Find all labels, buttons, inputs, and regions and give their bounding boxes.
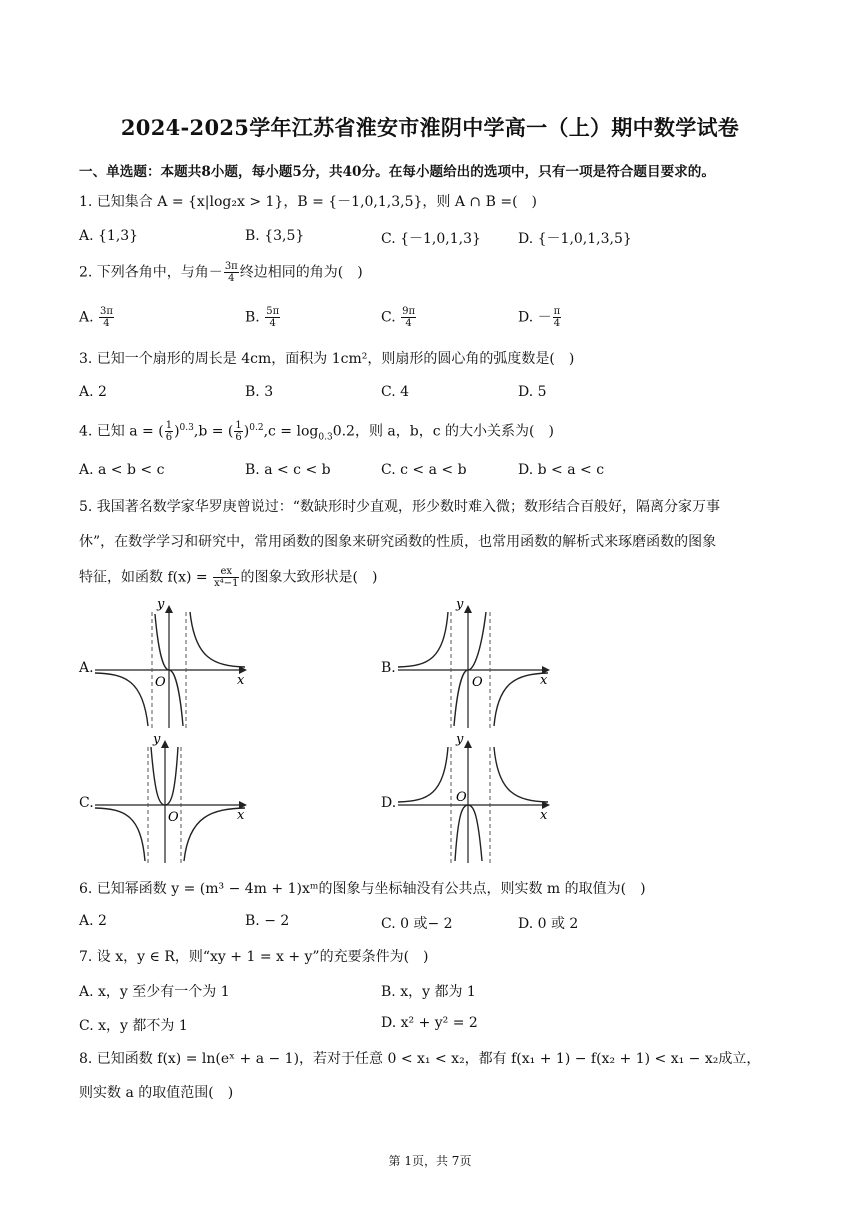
question-5-line-3 (79, 566, 377, 589)
q2-option-c-den: 4 (405, 318, 412, 329)
q5-graph-d-origin: O (456, 790, 467, 805)
question-8-line-1: 8. 已知函数 f(x) = ln(eˣ + a − 1)，若对于任意 0 < x₁ < x₂，都有 f(x₁ + 1) − f(x₂ + 1) < x₁ − x₂成立， (79, 1051, 761, 1067)
q4-option-b: B. a < c < b (245, 462, 331, 478)
q2-option-b-frac (265, 306, 280, 329)
q4-part-d: 0.2，则 a，b，c 的大小关系为( ) (332, 423, 554, 440)
q4-option-c: C. c < a < b (381, 462, 467, 478)
q4-part-b: ,b = ( (193, 423, 234, 440)
q4-part-a: 4. 已知 a = ( (79, 423, 164, 440)
question-5-line-2: 休”，在数学学习和研究中，常用函数的图象来研究函数的性质，也常用函数的解析式来琢磨函数的图象 (79, 534, 717, 550)
q5-line-3-pre: 特征，如函数 f(x) = (79, 569, 213, 586)
q4-option-a: A. a < b < c (79, 462, 165, 478)
q2-option-a-frac (99, 306, 114, 329)
q2-option-a-num: 3π (100, 306, 113, 317)
q5-graph-a (95, 600, 255, 730)
q5-graph-d-y-label: y (456, 735, 464, 747)
section-heading: 一、单选题：本题共8小题，每小题5分，共40分。在每小题给出的选项中，只有一项是符合题目要求的。 (79, 164, 715, 180)
q3-option-c: C. 4 (381, 384, 410, 400)
q2-frac-num: 3π (224, 261, 238, 272)
q1-option-b: B. {3,5} (245, 228, 305, 244)
q5-graph-a-x-label: x (237, 673, 245, 688)
question-4-stem: 4. 已知 a = ( $\frac{1}{6}$ )$^{0.3}$,b = ( $\frac{1}{6}$ )$^{0.2},c = \log_{0.3}0.2$，则 a，b，c 的大小关系为( ) (79, 420, 554, 443)
question-8-line-2: 则实数 a 的取值范围( ) (79, 1085, 234, 1101)
q3-option-b: B. 3 (245, 384, 274, 400)
q2-frac-den: 4 (228, 273, 235, 284)
q4-frac-b-num: 1 (235, 420, 242, 431)
q5-graph-b-x-label: x (540, 673, 548, 688)
q2-option-a-den: 4 (103, 318, 110, 329)
q6-option-b: B. − 2 (245, 913, 290, 929)
q2-option-c (381, 306, 417, 329)
q5-graph-c-x-label: x (237, 808, 245, 823)
q2-option-a-label: A. (79, 309, 99, 326)
q4-power-a: 0.3 (179, 422, 194, 433)
q2-option-b-label: B. (245, 309, 265, 326)
q6-option-c: C. 0 或− 2 (381, 916, 453, 932)
q5-graph-label-b: B. (381, 660, 396, 676)
question-1-stem: 1. 已知集合 A = {x|log₂x > 1}，B = {－1,0,1,3,5}，则 A ∩ B =( ) (79, 194, 537, 210)
q5-graph-label-d: D. (381, 795, 397, 811)
question-7-stem: 7. 设 x，y ∈ R，则“xy + 1 = x + y”的充要条件为( ) (79, 949, 429, 965)
q2-option-b (245, 306, 281, 329)
q2-option-c-num: 9π (402, 306, 416, 317)
q4-option-d: D. b < a < c (518, 462, 605, 478)
q4-power-b: 0.2 (249, 422, 264, 433)
q6-option-d: D. 0 或 2 (518, 916, 579, 932)
q5-graph-d (398, 735, 558, 865)
q2-stem-post: 终边相同的角为( ) (239, 264, 363, 281)
question-5-line-1: 5. 我国著名数学家华罗庚曾说过：“数缺形时少直观，形少数时难入微；数形结合百般好，隔离分家万事 (79, 499, 720, 515)
q2-stem-pre: 2. 下列各角中，与角－ (79, 264, 223, 281)
q5-graph-c-origin: O (168, 810, 179, 825)
q3-option-d: D. 5 (518, 384, 547, 400)
q4-frac-a-num: 1 (165, 420, 173, 431)
q2-option-b-num: 5π (266, 306, 280, 317)
q5-line-3-post: 的图象大致形状是( ) (240, 569, 378, 586)
q1-option-c: C. {－1,0,1,3} (381, 231, 481, 247)
q5-graph-b-y-label: y (456, 600, 464, 612)
question-2-stem (79, 261, 363, 284)
q2-option-d-den: 4 (553, 318, 561, 329)
q7-option-d: D. x² + y² = 2 (381, 1015, 478, 1031)
q2-option-d-frac (553, 306, 562, 329)
q5-graph-c-y-label: y (153, 735, 161, 747)
q2-option-d-num: π (553, 306, 561, 317)
q2-option-b-den: 4 (269, 318, 276, 329)
q4-part-c: ,c = log (263, 423, 319, 440)
q5-graph-label-c: C. (79, 795, 94, 811)
q2-option-d-label: D. － (518, 309, 552, 326)
q7-option-a: A. x，y 至少有一个为 1 (79, 984, 230, 1000)
q2-option-d (518, 306, 562, 329)
q5-graph-a-y-label: y (157, 600, 165, 612)
q1-option-a: A. {1,3} (79, 228, 139, 244)
q4-frac-a-den: 6 (165, 432, 173, 443)
q7-option-b: B. x，y 都为 1 (381, 984, 476, 1000)
q4-log-base: 0.3 (318, 432, 333, 443)
q4-frac-b (234, 420, 242, 443)
q2-fraction (224, 261, 239, 284)
question-3-stem: 3. 已知一个扇形的周长是 4cm，面积为 1cm²，则扇形的圆心角的弧度数是( ) (79, 351, 575, 367)
q5-graph-label-a: A. (79, 660, 94, 676)
q6-option-a: A. 2 (79, 913, 107, 929)
question-6-stem: 6. 已知幂函数 y = (m³ − 4m + 1)xᵐ的图象与坐标轴没有公共点，则实数 m 的取值为( ) (79, 881, 646, 897)
q5-graph-c (95, 735, 255, 865)
q5-frac-num: ex (213, 566, 239, 578)
q3-option-a: A. 2 (79, 384, 107, 400)
q5-frac-den: x⁴−1 (214, 578, 239, 589)
q2-option-a (79, 306, 115, 329)
q5-graph-a-origin: O (155, 675, 166, 690)
q5-graph-d-x-label: x (540, 808, 548, 823)
page-footer: 第 1页，共 7页 (388, 1154, 472, 1168)
q1-option-d: D. {－1,0,1,3,5} (518, 231, 632, 247)
q2-option-c-label: C. (381, 309, 401, 326)
q7-option-c: C. x，y 都不为 1 (79, 1018, 188, 1034)
q4-frac-b-den: 6 (235, 432, 242, 443)
page-title: 2024-2025学年江苏省淮安市淮阴中学高一（上）期中数学试卷 (120, 115, 740, 140)
q4-frac-a (165, 420, 173, 443)
q5-graph-b-origin: O (472, 675, 483, 690)
q5-fraction (213, 566, 239, 589)
q2-option-c-frac (401, 306, 416, 329)
q5-graph-b (398, 600, 558, 730)
